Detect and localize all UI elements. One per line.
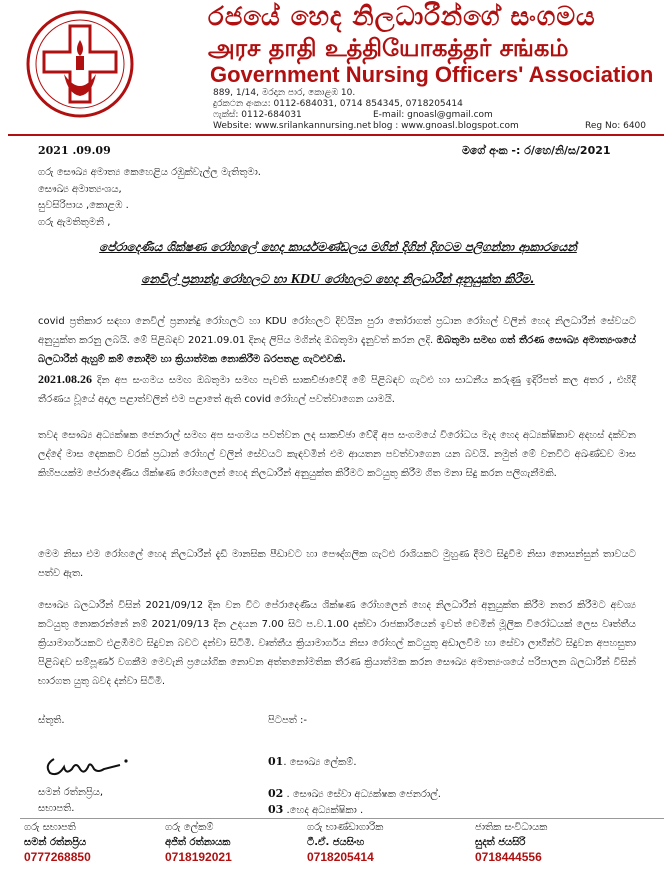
paragraph-4: මෙම නිසා එම රෝහලේ හෙද නිලධාරීන් දැඩි මානසික පීඩාවට හා පෞද්ගලික ගැටළු රාශියකට මුහුණ දීමට සිදුවීම නිසා නොසන්සුන් තාවයට පත්ව ඇත.: [38, 549, 636, 579]
paragraph-2: [38, 370, 636, 409]
paragraph-2-date: 2021.08.26: [38, 372, 92, 386]
association-name-tamil: அரச தாதி உத்தியோகத்தர் சங்கம்: [208, 34, 569, 62]
footer-officer-3-name: ටී.ඒ. ජයසිංහ: [307, 837, 365, 848]
copy-item-3-number: 03: [268, 803, 284, 816]
footer-officer-3: [307, 820, 383, 865]
footer-officer-3-phone: 0718205414: [307, 850, 374, 864]
copy-item-2-number: 02: [268, 787, 284, 800]
copy-item-2: [268, 787, 441, 800]
footer-divider: [20, 818, 664, 819]
signer-title: සභාපති.: [38, 803, 75, 814]
paragraph-2-text: දින අප සංගමය සමඟ ඔබතුමා සමඟ පැවති සාකච්ඡාවේදී මේ පිළිබඳව ගැටළු හා සාධනීය කරුණු ඉදිරිපත් කල අතර , එහිදී තීරණය වූයේ අදාල පළාත්වලින් එම පළාතේ ඇති covid රෝහල් පවත්වාගෙන යාමයි.: [38, 375, 636, 405]
letterhead-divider: [8, 134, 664, 136]
footer-officer-1-phone: 0777268850: [24, 850, 91, 864]
subject-line-2-pre: නෙවිල් ප්‍රනාන්දු රෝහලට හා: [141, 272, 291, 286]
copy-item-1: [268, 755, 357, 768]
association-name-sinhala: රජයේ හෙද නිලධාරීන්ගේ සංගමය: [208, 2, 596, 32]
footer-officer-4: [475, 820, 547, 865]
letter-reference: මගේ අංක -: ර/හෙ/නි/ස/2021: [462, 144, 611, 157]
footer-officer-3-role: ගරු භාණ්ඩාගාරික: [307, 822, 384, 833]
footer-officer-1-name: සමන් රත්නප්‍රිය: [24, 837, 87, 848]
footer-officer-1-role: ගරු සභාපති: [24, 822, 76, 833]
footer-officer-4-role: ජාතික සංවිධායක: [475, 822, 548, 833]
copy-item-1-text: . සෞඛ්‍ය ලේකම්.: [283, 757, 357, 768]
subject-line-2-post: රෝහලට හෙද නිලධාරීන් අනුයුක්ත කිරීම.: [320, 272, 535, 286]
paragraph-1: [38, 312, 636, 369]
footer-officer-2-phone: 0718192021: [165, 850, 232, 864]
paragraph-5: සෞඛ්‍ය බලධාරීන් විසින් 2021/09/12 දින වන විට පේරාදෙණිය ශික්ෂණ රෝහලෙන් හෙද නිලධාරීන් අනුයුක්ත කිරීම නතර කිරීමට අවශ්‍ය කටයුතු නොකරන්නේ නම් 2021/09/13 දින උදයන 7.00 සිට ප.ව.1.00 දක්වා රාජකාරියෙන් ඉවත් වෙමින් මූලික විරෝධයක් ලෙස වෘත්තීය ක්‍රියාමාර්ගයකට එළඹීමට සිදුවන බවට දන්වා සිටිමි. වෘත්තීය ක්‍රියාමාර්ගය නිසා රෝහල් කටයුතු අඩාලවීම හා සේවා ලාභීන්ට සිදුවන අපහසුතා පිළිබඳව සම්පූර්ණ වගකීම මෙවැනි ප්‍රයෝගික නොවන අත්තනෝමතික තීරණ ක්‍රියාත්මක කරන සෞඛ්‍ය අමාත්‍යංශයේ පරිපාලන බලධාරීන් විසින් භාරගත යුතු බවද දන්වා සිටිමි.: [38, 600, 637, 687]
paragraph-3: තවද සෞඛ්‍ය අධ්‍යක්ෂක ජෙනරාල් සමඟ අප සංගමය පවත්වන ලද සාකච්ඡා වේදී අප සංගමයේ විරෝධය මැද හෙද අධ්‍යක්ෂිකාව අදහස් දක්වන ලද්දේ මාස දෙකකට වරක් ප්‍රධාන් රෝහල් වලින් සේවයට කැඳවමින් එම ආයතන පවත්වාගෙන යන බවයි. නමුත් මේ වනවිට අඛණ්ඩව මාස කිහිපයක්ම පේරාදෙණිය ශික්ෂණ රෝහලෙන් හෙද නිලධාරීන් අනුයුක්ත කිරීමට කටයුතු කිරීම ගිත මනා සිදු කරන පලිගැනීමකි.: [38, 430, 636, 479]
closing-thanks: ස්තූති.: [38, 715, 65, 726]
copies-label: පිටපත් :-: [268, 715, 308, 726]
association-logo: [10, 4, 160, 122]
footer-officer-4-phone: 0718444556: [475, 850, 542, 864]
addressee-block: ගරු සෞඛ්‍ය අමාත්‍ය කෙහෙළිය රඹුක්වැල්ල මැතිතුමා. සෞඛ්‍ය අමාත්‍යංශය, සුවසිරිපාය ,කොළඹ . ගරු ඇමතිතුමනි ,: [38, 167, 261, 228]
signature: [40, 745, 130, 779]
footer-officer-1: [24, 820, 91, 865]
letter-date: 2021 .09.09: [38, 144, 111, 157]
letterhead-website: Website: www.srilankannursing.net: [213, 121, 372, 131]
letterhead-address: 889, 1/14, මරදාන පාර, කොළඹ 10.: [213, 88, 356, 98]
signer-name: සමන් රත්නප්‍රිය,: [38, 787, 104, 798]
footer-officer-4-name: සුදත් ජයසිරි: [475, 837, 526, 848]
letterhead-reg-number: Reg No: 6400: [585, 121, 646, 131]
paragraph-1-text: covid ප්‍රතිකාර සඳහා නෙවිල් ප්‍රනාන්දු රෝහලට හා KDU රෝහලට දිවයින පුරා තෝරාගත් ප්‍රධාන රෝහල් වලින් හෙද නිලධාරීන් සේවයට අනුයුක්ත කරනු ලබයි. මේ පිළිබඳව 2021.09.01 දිනද ලිපිය මගින්ද ඔබතුමා දැනුවත් කරන ලදි.: [38, 316, 636, 346]
copy-item-3: [268, 803, 363, 816]
copy-item-2-text: . සෞඛ්‍ය සේවා අධ්‍යක්ෂක ජෙනරාල්.: [283, 789, 441, 800]
letterhead-email: E-mail: gnoasl@gmail.com: [373, 110, 493, 120]
subject-line-1: පේරාදෙණිය ශික්ෂණ රෝහලේ හෙද කාර්යමණ්ඩලය මගින් දිගින් දිගටම පලිගන්නා ආකාරයෙන්: [99, 240, 577, 254]
letterhead-fax: ෆැක්ස්: 0112-684031: [213, 110, 302, 120]
footer-officer-2: [165, 820, 232, 865]
association-name-english: Government Nursing Officers' Association: [210, 62, 654, 87]
letterhead-blog: blog : www.gnoasl.blogspot.com: [373, 121, 519, 131]
paragraph-1-bold: ඔබතුමා සමඟ ගත් තීරණ සෞඛ්‍ය අමාත්‍යංශයේ බලධාරීන් ඇහුම් කම් නොදීම හා ක්‍රියාත්මක නොකිරීම බරපතළ ගැටළුවකි.: [38, 335, 636, 365]
copy-item-3-text: .හෙද අධ්‍යක්ෂිකා .: [283, 805, 364, 816]
subject-kdu: KDU: [290, 272, 321, 287]
subject-line-2: [28, 272, 648, 288]
footer-officer-2-name: අජිත් රත්නායක: [165, 837, 231, 848]
copy-item-1-number: 01: [268, 755, 284, 768]
footer-officer-2-role: ගරු ලේකම්: [165, 822, 214, 833]
letterhead-phone: දුරකථන අංකය: 0112-684031, 0714 854345, 0718205414: [213, 99, 463, 109]
